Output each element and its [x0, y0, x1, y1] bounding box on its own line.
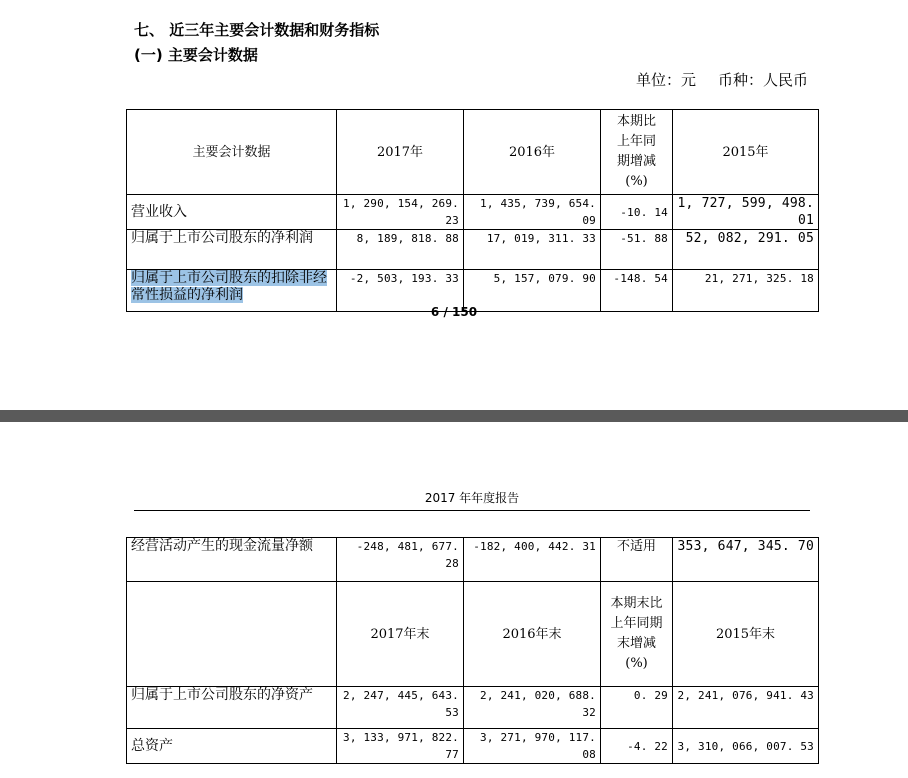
cell-change: 0. 29 [601, 687, 673, 729]
cell-change: -10. 14 [601, 195, 673, 230]
table-row [127, 230, 819, 270]
row-label: 归属于上市公司股东的净利润 [127, 230, 337, 270]
cell-2016: 2, 241, 020, 688. 32 [464, 687, 601, 729]
row-label: 归属于上市公司股东的净资产 [127, 687, 337, 729]
table-row [127, 538, 819, 582]
header-change-end: 本期末比上年同期末增减(%) [601, 582, 673, 687]
row-label: 总资产 [127, 729, 337, 764]
report-header: 2017 年年度报告 [134, 489, 810, 511]
header-2017: 2017年 [337, 110, 464, 195]
table-row [127, 687, 819, 729]
selected-text[interactable]: 归属于上市公司股东的扣除非经常性损益的净利润 [131, 270, 327, 303]
header-2015-end: 2015年末 [673, 582, 819, 687]
cell-2016: 5, 157, 079. 90 [464, 270, 601, 312]
section-title: 七、 近三年主要会计数据和财务指标 [134, 21, 380, 39]
cell-2017: 1, 290, 154, 269. 23 [337, 195, 464, 230]
header-change: 本期比上年同期增减(%) [601, 110, 673, 195]
cell-2015: 3, 310, 066, 007. 53 [673, 729, 819, 764]
unit-label: 单位：元 [635, 71, 696, 89]
table-row [127, 729, 819, 764]
table-row [127, 195, 819, 230]
header-main-data: 主要会计数据 [127, 110, 337, 195]
accounting-data-table [126, 109, 819, 312]
cell-2017: -2, 503, 193. 33 [337, 270, 464, 312]
cell-change: -148. 54 [601, 270, 673, 312]
cell-2017: 2, 247, 445, 643. 53 [337, 687, 464, 729]
table-header-row [127, 582, 819, 687]
accounting-data-table-continued [126, 537, 819, 764]
page-number: 6 / 150 [430, 305, 478, 319]
cell-change: -51. 88 [601, 230, 673, 270]
cell-2016: 17, 019, 311. 33 [464, 230, 601, 270]
header-2015: 2015年 [673, 110, 819, 195]
cell-2015: 52, 082, 291. 05 [673, 230, 819, 270]
cell-2016: -182, 400, 442. 31 [464, 538, 601, 582]
cell-2017: 8, 189, 818. 88 [337, 230, 464, 270]
header-2016: 2016年 [464, 110, 601, 195]
cell-2017: -248, 481, 677. 28 [337, 538, 464, 582]
row-label: 经营活动产生的现金流量净额 [127, 538, 337, 582]
cell-2016: 3, 271, 970, 117. 08 [464, 729, 601, 764]
header-2016-end: 2016年末 [464, 582, 601, 687]
cell-2017: 3, 133, 971, 822. 77 [337, 729, 464, 764]
section-subtitle: (一) 主要会计数据 [134, 46, 258, 64]
cell-2015: 21, 271, 325. 18 [673, 270, 819, 312]
cell-2015: 353, 647, 345. 70 [673, 538, 819, 582]
cell-2015: 1, 727, 599, 498. 01 [673, 195, 819, 230]
row-label: 营业收入 [127, 195, 337, 230]
cell-2015: 2, 241, 076, 941. 43 [673, 687, 819, 729]
cell-change: 不适用 [601, 538, 673, 582]
currency-label: 币种：人民币 [717, 71, 808, 89]
cell-2016: 1, 435, 739, 654. 09 [464, 195, 601, 230]
header-2017-end: 2017年末 [337, 582, 464, 687]
page-separator [0, 410, 908, 422]
cell-change: -4. 22 [601, 729, 673, 764]
unit-line [614, 69, 808, 90]
table-header-row [127, 110, 819, 195]
header-empty [127, 582, 337, 687]
